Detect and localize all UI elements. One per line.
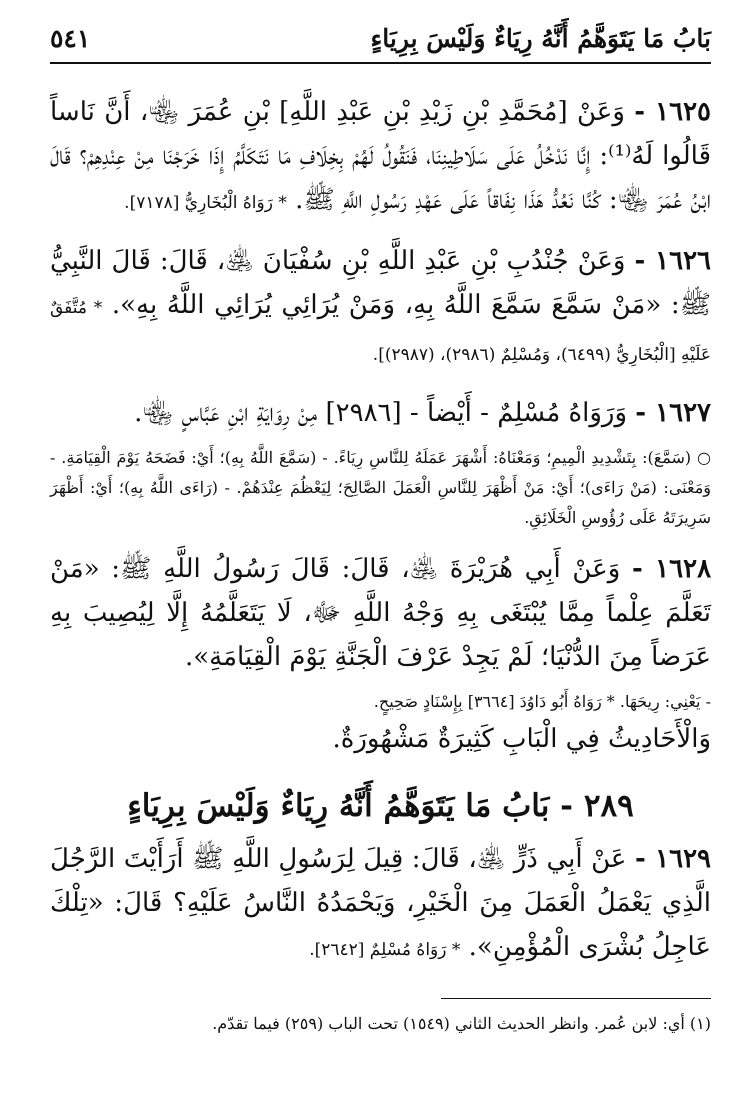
hadith-1628 <box>50 547 711 679</box>
commentary-1627: ○ (سَمَّعَ): بِتَشْدِيدِ الْمِيمِ؛ وَمَعْنَاهُ: أَشْهَرَ عَمَلَهُ لِلنَّاسِ رِيَاءً. - (سَمَّعَ اللَّهُ بِهِ)؛ أَيْ: فَضَحَهُ يَوْمَ الْقِيَامَةِ. - وَمَعْنَى: (مَنْ رَاءَى)؛ أَيْ: مَنْ أَظْهَرَ لِلنَّاسِ الْعَمَلَ الصَّالِحَ؛ لِيَعْظُمَ عِنْدَهُمْ. - (رَاءَى اللَّهُ بِهِ)؛ أَيْ: أَظْهَرَ سَرِيرَتَهُ عَلَى رُؤُوسِ الْخَلَائِقِ. <box>50 448 711 527</box>
hadith-number: ١٦٢٧ - <box>635 398 711 428</box>
closing-remark: وَالْأَحَادِيثُ فِي الْبَابِ كَثِيرَةٌ مَشْهُورَةٌ. <box>332 724 711 754</box>
hadith-text: وَرَوَاهُ مُسْلِمٌ - أَيْضاً - [٢٩٨٦] مِنْ رِوَايَةِ ابْنِ عَبَّاسٍ ﵄. <box>134 398 628 428</box>
hadith-1627 <box>50 391 711 435</box>
footnote: (١) أي: لابن عُمر. وانظر الحديث الثاني (١٥٤٩) تحت الباب (٢٥٩) فيما تقدّم. <box>212 1014 711 1033</box>
hadith-reference: * مُتَّفَقٌ عَلَيْهِ [الْبُخَارِيُّ (٦٤٩٩)، وَمُسْلِمٌ (٢٩٨٦)، (٢٩٨٧)]. <box>50 298 711 365</box>
hadith-text: وَعَنْ جُنْدُبِ بْنِ عَبْدِ اللَّهِ بْنِ سُفْيَانَ ﵁، قَالَ: قَالَ النَّبِيُّ ﷺ: «مَنْ سَمَّعَ سَمَّعَ اللَّهُ بِهِ، وَمَنْ يُرَائِي يُرَائِي اللَّهُ بِهِ». <box>50 246 712 320</box>
hadith-text: وَعَنْ أَبِي هُرَيْرَةَ ﵁، قَالَ: قَالَ رَسُولُ اللَّهِ ﷺ: «مَنْ تَعَلَّمَ عِلْماً مِمَّا يُبْتَغَى بِهِ وَجْهُ اللَّهِ ﷻ، لَا يَتَعَلَّمُهُ إِلَّا لِيُصِيبَ بِهِ عَرَضاً مِنَ الدُّنْيَا؛ لَمْ يَجِدْ عَرْفَ الْجَنَّةِ يَوْمَ الْقِيَامَةِ». <box>50 554 711 672</box>
hadith-reference: * رَوَاهُ مُسْلِمٌ [٢٦٤٢]. <box>309 940 461 960</box>
hadith-number: ١٦٢٥ - <box>634 97 712 127</box>
hadith-number: ١٦٢٦ - <box>634 246 712 276</box>
hadith-1626 <box>50 239 711 377</box>
commentary-1628: - يَعْنِي: رِيحَهَا. * رَوَاهُ أَبُو دَاوُدَ [٣٦٦٤] بِإِسْنَادٍ صَحِيحٍ. <box>373 692 711 711</box>
hadith-reference: * رَوَاهُ الْبُخَارِيُّ [٧١٧٨]. <box>124 193 287 213</box>
hadith-1625 <box>50 90 711 225</box>
hadith-text: عَنْ أَبِي ذَرٍّ ﵁، قَالَ: قِيلَ لِرَسُولِ اللَّهِ ﷺ أَرَأَيْتَ الرَّجُلَ الَّذِي يَعْمَلُ الْعَمَلَ مِنَ الْخَيْرِ، وَيَحْمَدُهُ النَّاسُ عَلَيْهِ؟ قَالَ: «تِلْكَ عَاجِلُ بُشْرَى الْمُؤْمِنِ». <box>50 844 711 962</box>
chapter-title: بَابُ مَا يَتَوَهَّمُ أَنَّهُ رِيَاءٌ وَلَيْسَ بِرِيَاءٍ <box>370 24 711 53</box>
running-header <box>50 22 711 64</box>
hadith-number: ١٦٢٩ - <box>635 844 712 874</box>
page-number: ٥٤١ <box>50 24 91 53</box>
chapter-heading: ٢٨٩ - بَابُ مَا يَتَوَهَّمُ أَنَّهُ رِيَاءٌ وَلَيْسَ بِرِيَاءٍ <box>127 788 634 824</box>
footnote-divider <box>441 998 711 999</box>
hadith-number: ١٦٢٨ - <box>631 554 712 584</box>
hadith-1629 <box>50 837 711 972</box>
hadith-text: وَعَنْ [مُحَمَّدِ بْنِ زَيْدِ بْنِ عَبْدِ اللَّهِ] بْنِ عُمَرَ ﵄، أَنَّ نَاساً قَالُوا لَهُ⁽¹⁾: إِنَّا نَدْخُلُ عَلَى سَلَاطِينِنَا، فَنَقُولُ لَهُمْ بِخِلَافِ مَا نَتَكَلَّمُ إِذَا خَرَجْنَا مِنْ عِنْدِهِمْ؟ قَالَ ابْنُ عُمَرَ ﵄: كُنَّا نَعُدُّ هَذَا نِفَاقاً عَلَى عَهْدِ رَسُولِ اللَّهِ ﷺ. <box>50 97 711 215</box>
